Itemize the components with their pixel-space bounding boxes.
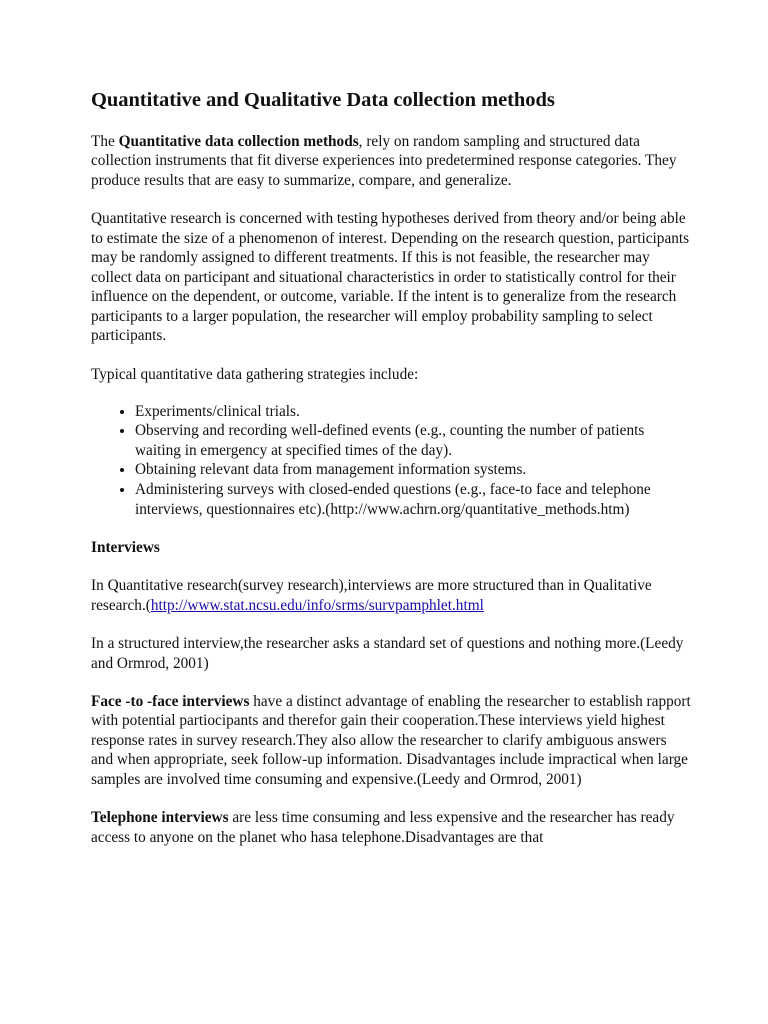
strategies-list	[91, 402, 691, 520]
survey-pamphlet-link[interactable]: http://www.stat.ncsu.edu/info/srms/survpamphlet.html	[150, 596, 484, 614]
interviews-paragraph	[91, 576, 691, 615]
strategies-intro: Typical quantitative data gathering strategies include:	[91, 365, 419, 383]
quantitative-research-paragraph: Quantitative research is concerned with testing hypotheses derived from theory and/or being able to estimate the size of a phenomenon of interest. Depending on the research question, participants may be randomly assigned to different treatments. If this is not feasible, the researcher may collect data on participant and situational characteristics in order to statistically control for their influence on the dependent, or outcome, variable. If the intent is to generalize from the research participants to a larger population, the researcher will employ probability sampling to select participants.	[91, 209, 690, 345]
structured-interview-paragraph: In a structured interview,the researcher asks a standard set of questions and nothing more.(Leedy and Ormrod, 2001)	[91, 635, 684, 672]
document-title: Quantitative and Qualitative Data collection methods	[91, 89, 555, 111]
interviews-heading: Interviews	[91, 539, 160, 557]
document-page	[91, 88, 691, 866]
telephone-text: are less time consuming and less expensive and the researcher has ready access to anyone on the planet who hasa telephone.Disadvantages are that	[91, 809, 675, 846]
intro-bold-term: Quantitative data collection methods	[118, 132, 359, 150]
list-item: • Obtaining relevant data from management information systems.	[135, 460, 691, 480]
telephone-term: Telephone interviews	[91, 809, 229, 827]
intro-prefix: The	[91, 132, 119, 150]
list-item: • Observing and recording well-defined events (e.g., counting the number of patients waiting in emergency at specified times of the day).	[135, 421, 691, 460]
interviews-text: In Quantitative research(survey research),interviews are more structured than in Qualitative research.(	[91, 577, 652, 614]
face-to-face-paragraph	[91, 692, 691, 790]
face-to-face-text: have a distinct advantage of enabling the researcher to establish rapport with potential partiocipants and therefor gain their cooperation.These interviews yield highest response rates in survey research.They also allow the researcher to clarify ambiguous answers and when appropriate, seek follow-up information. Disadvantages include impractical when large samples are involved time consuming and expensive.(Leedy and Ormrod, 2001)	[91, 692, 691, 789]
face-to-face-term: Face -to -face interviews	[91, 692, 250, 710]
intro-rest: , rely on random sampling and structured data collection instruments that fit diverse experiences into predetermined response categories. They produce results that are easy to summarize, compare, and generalize.	[91, 132, 677, 189]
telephone-paragraph	[91, 808, 691, 847]
list-item: • Administering surveys with closed-ended questions (e.g., face-to face and telephone interviews, questionnaires etc).(http://www.achrn.org/quantitative_methods.htm)	[135, 480, 691, 519]
list-item: • Experiments/clinical trials.	[135, 402, 691, 422]
intro-paragraph	[91, 132, 691, 191]
